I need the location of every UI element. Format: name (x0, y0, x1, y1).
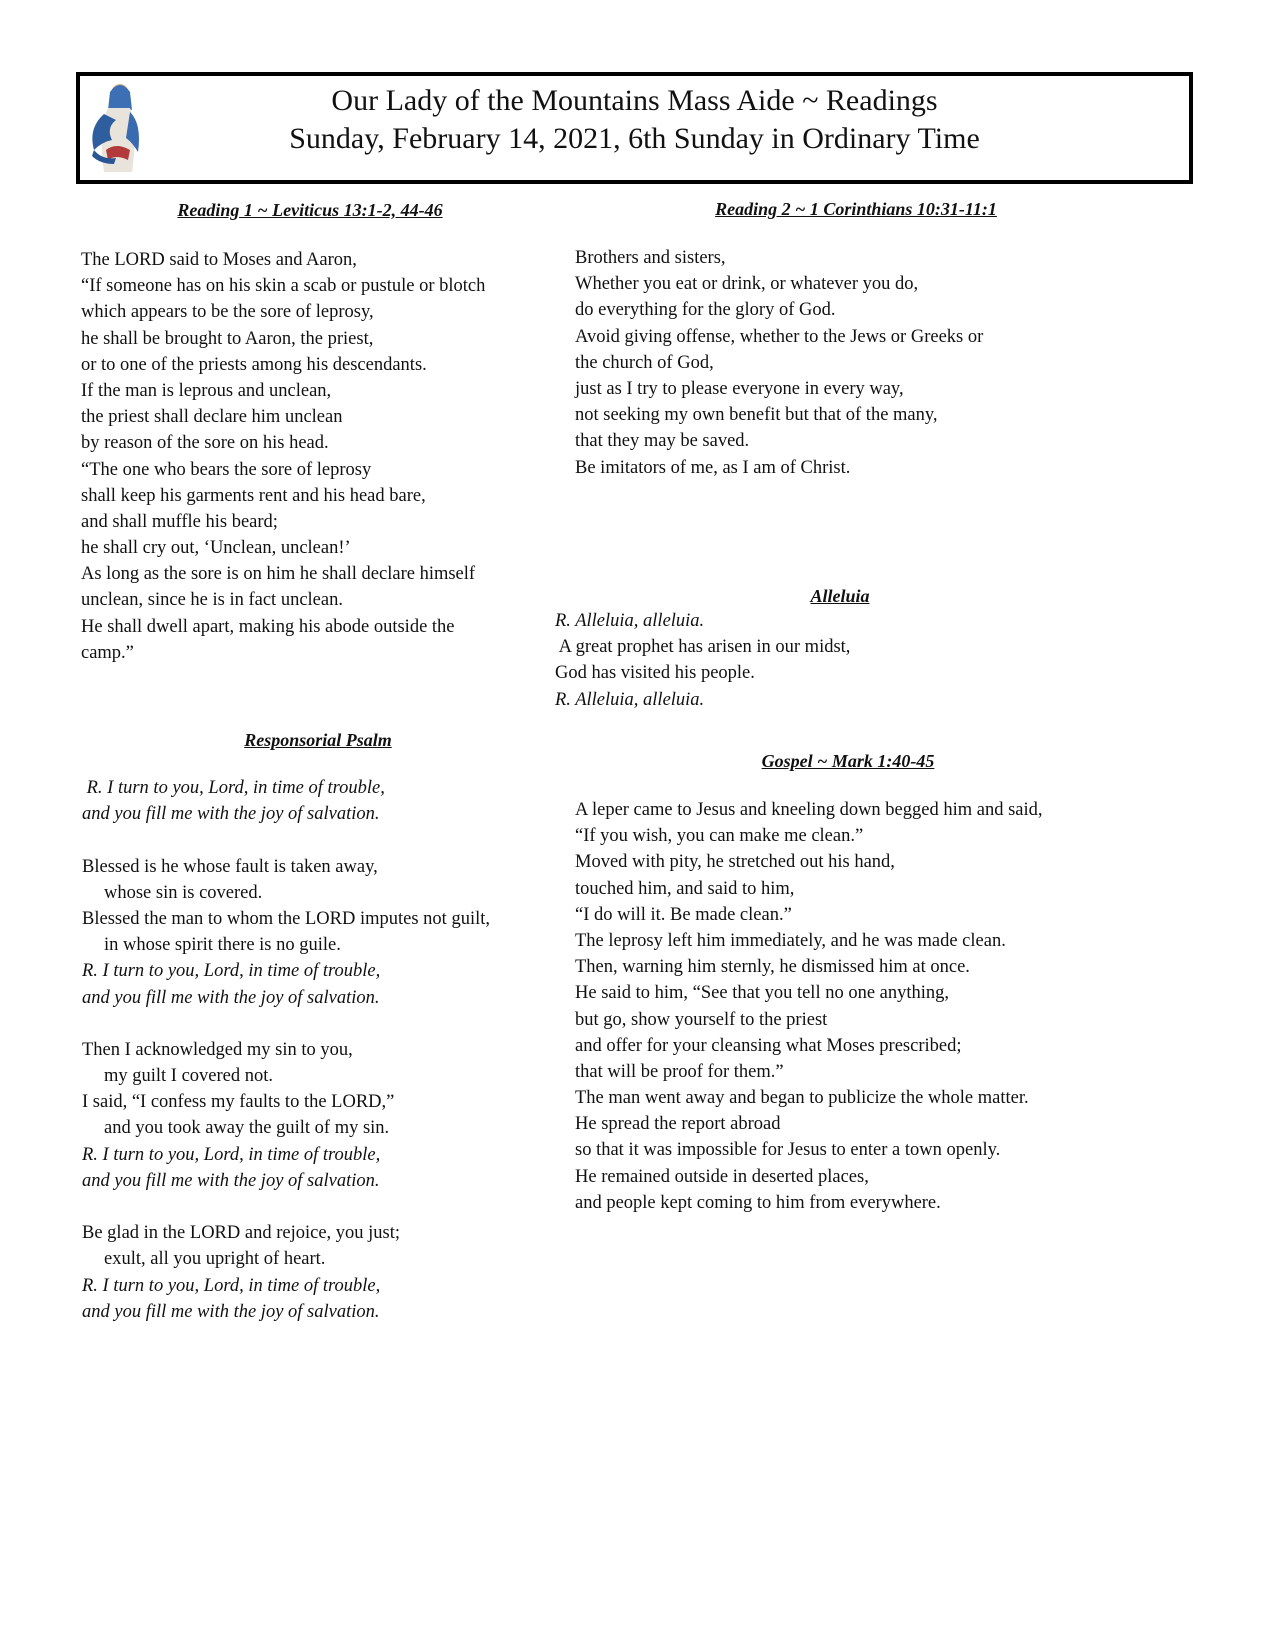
psalm-verse-line: and you took away the guilt of my sin. (104, 1118, 390, 1139)
psalm-verse-line: exult, all you upright of heart. (104, 1249, 326, 1270)
gospel-line: He said to him, “See that you tell no one anything, (575, 983, 950, 1004)
gospel-line: He remained outside in deserted places, (575, 1166, 869, 1187)
psalm-text (82, 775, 490, 1325)
gospel-line: touched him, and said to him, (575, 878, 795, 899)
gospel-line: “If you wish, you can make me clean.” (575, 826, 864, 847)
reading2-line: do everything for the glory of God. (575, 300, 836, 321)
reading1-line: he shall be brought to Aaron, the priest, (81, 328, 374, 349)
gospel-heading: Gospel ~ Mark 1:40-45 (761, 751, 935, 771)
reading1-line: As long as the sore is on him he shall declare himself (81, 564, 476, 585)
reading1-line: by reason of the sore on his head. (81, 433, 329, 454)
reading1-line: unclean, since he is in fact unclean. (81, 590, 343, 611)
gospel-line: but go, show yourself to the priest (575, 1009, 828, 1030)
gospel-text (575, 797, 1043, 1216)
header-box (76, 72, 1193, 184)
reading1-heading: Reading 1 ~ Leviticus 13:1-2, 44-46 (177, 200, 443, 220)
reading1-line: shall keep his garments rent and his head bare, (81, 485, 426, 506)
reading1-text (81, 247, 485, 666)
reading2-heading: Reading 2 ~ 1 Corinthians 10:31-11:1 (715, 199, 997, 219)
gospel-line: “I do will it. Be made clean.” (575, 904, 792, 925)
psalm-refrain-line: R. I turn to you, Lord, in time of trouble, (82, 1144, 381, 1165)
gospel-line: and offer for your cleansing what Moses prescribed; (575, 1035, 962, 1056)
gospel-line: The leprosy left him immediately, and he was made clean. (575, 930, 1006, 951)
reading2-line: Be imitators of me, as I am of Christ. (575, 457, 851, 478)
header-title-line2: Sunday, February 14, 2021, 6th Sunday in Ordinary Time (289, 122, 980, 155)
psalm-verse-line: my guilt I covered not. (104, 1066, 274, 1087)
reading1-line: He shall dwell apart, making his abode outside the (81, 616, 455, 637)
reading1-line: If the man is leprous and unclean, (81, 380, 332, 401)
gospel-line: so that it was impossible for Jesus to enter a town openly. (575, 1140, 1001, 1161)
psalm-refrain-line: R. I turn to you, Lord, in time of trouble, (82, 961, 381, 982)
psalm-verse-line: Blessed is he whose fault is taken away, (82, 856, 378, 877)
reading2-line: Avoid giving offense, whether to the Jews or Greeks or (575, 326, 984, 347)
reading2-line: Brothers and sisters, (575, 248, 726, 268)
reading1-line: he shall cry out, ‘Unclean, unclean!’ (81, 538, 351, 559)
psalm-verse-line: Then I acknowledged my sin to you, (82, 1039, 353, 1060)
psalm-verse-line: Blessed the man to whom the LORD imputes not guilt, (82, 908, 490, 929)
psalm-refrain-line: R. I turn to you, Lord, in time of trouble, (82, 778, 385, 798)
reading1-line: or to one of the priests among his descendants. (81, 354, 427, 375)
gospel-line: that will be proof for them.” (575, 1061, 784, 1082)
psalm-verse-line: whose sin is covered. (104, 882, 263, 903)
psalm-refrain-line: and you fill me with the joy of salvation. (82, 1170, 380, 1191)
gospel-line: He spread the report abroad (575, 1114, 781, 1135)
reading1-line: “The one who bears the sore of leprosy (81, 459, 372, 480)
psalm-verse-line: I said, “I confess my faults to the LORD,” (82, 1092, 395, 1113)
reading1-line: which appears to be the sore of leprosy, (81, 302, 374, 323)
gospel-line: A leper came to Jesus and kneeling down begged him and said, (575, 800, 1043, 820)
psalm-refrain-line: and you fill me with the joy of salvation. (82, 987, 380, 1008)
reading1-line: The LORD said to Moses and Aaron, (81, 250, 357, 270)
gospel-line: Moved with pity, he stretched out his hand, (575, 852, 895, 873)
reading2-line: that they may be saved. (575, 431, 750, 452)
reading2-line: just as I try to please everyone in every way, (575, 378, 904, 399)
header-title-line1: Our Lady of the Mountains Mass Aide ~ Readings (331, 84, 938, 117)
alleluia-response: R. Alleluia, alleluia. (555, 611, 705, 631)
psalm-verse-line: in whose spirit there is no guile. (104, 935, 341, 956)
psalm-refrain-line: R. I turn to you, Lord, in time of trouble, (82, 1275, 381, 1296)
reading2-line: not seeking my own benefit but that of the many, (575, 405, 938, 426)
reading1-line: “If someone has on his skin a scab or pustule or blotch (81, 276, 486, 297)
alleluia-verse-line: God has visited his people. (555, 663, 755, 684)
gospel-line: Then, warning him sternly, he dismissed him at once. (575, 957, 970, 978)
alleluia-text (555, 608, 850, 713)
psalm-verse-line: Be glad in the LORD and rejoice, you just; (82, 1223, 401, 1244)
alleluia-response-end: R. Alleluia, alleluia. (555, 689, 705, 710)
alleluia-verse-line: A great prophet has arisen in our midst, (555, 637, 851, 658)
reading2-line: the church of God, (575, 352, 714, 373)
alleluia-heading: Alleluia (810, 586, 870, 606)
gospel-line: and people kept coming to him from everywhere. (575, 1192, 941, 1213)
psalm-heading: Responsorial Psalm (244, 730, 392, 750)
reading1-line: the priest shall declare him unclean (81, 407, 343, 428)
reading2-text (575, 245, 983, 481)
reading1-line: and shall muffle his beard; (81, 511, 278, 532)
gospel-line: The man went away and began to publicize the whole matter. (575, 1088, 1029, 1109)
reading1-line: camp.” (81, 642, 134, 663)
reading2-line: Whether you eat or drink, or whatever you do, (575, 274, 919, 295)
psalm-refrain-line: and you fill me with the joy of salvation. (82, 1301, 380, 1322)
psalm-refrain-line: and you fill me with the joy of salvation. (82, 804, 380, 825)
